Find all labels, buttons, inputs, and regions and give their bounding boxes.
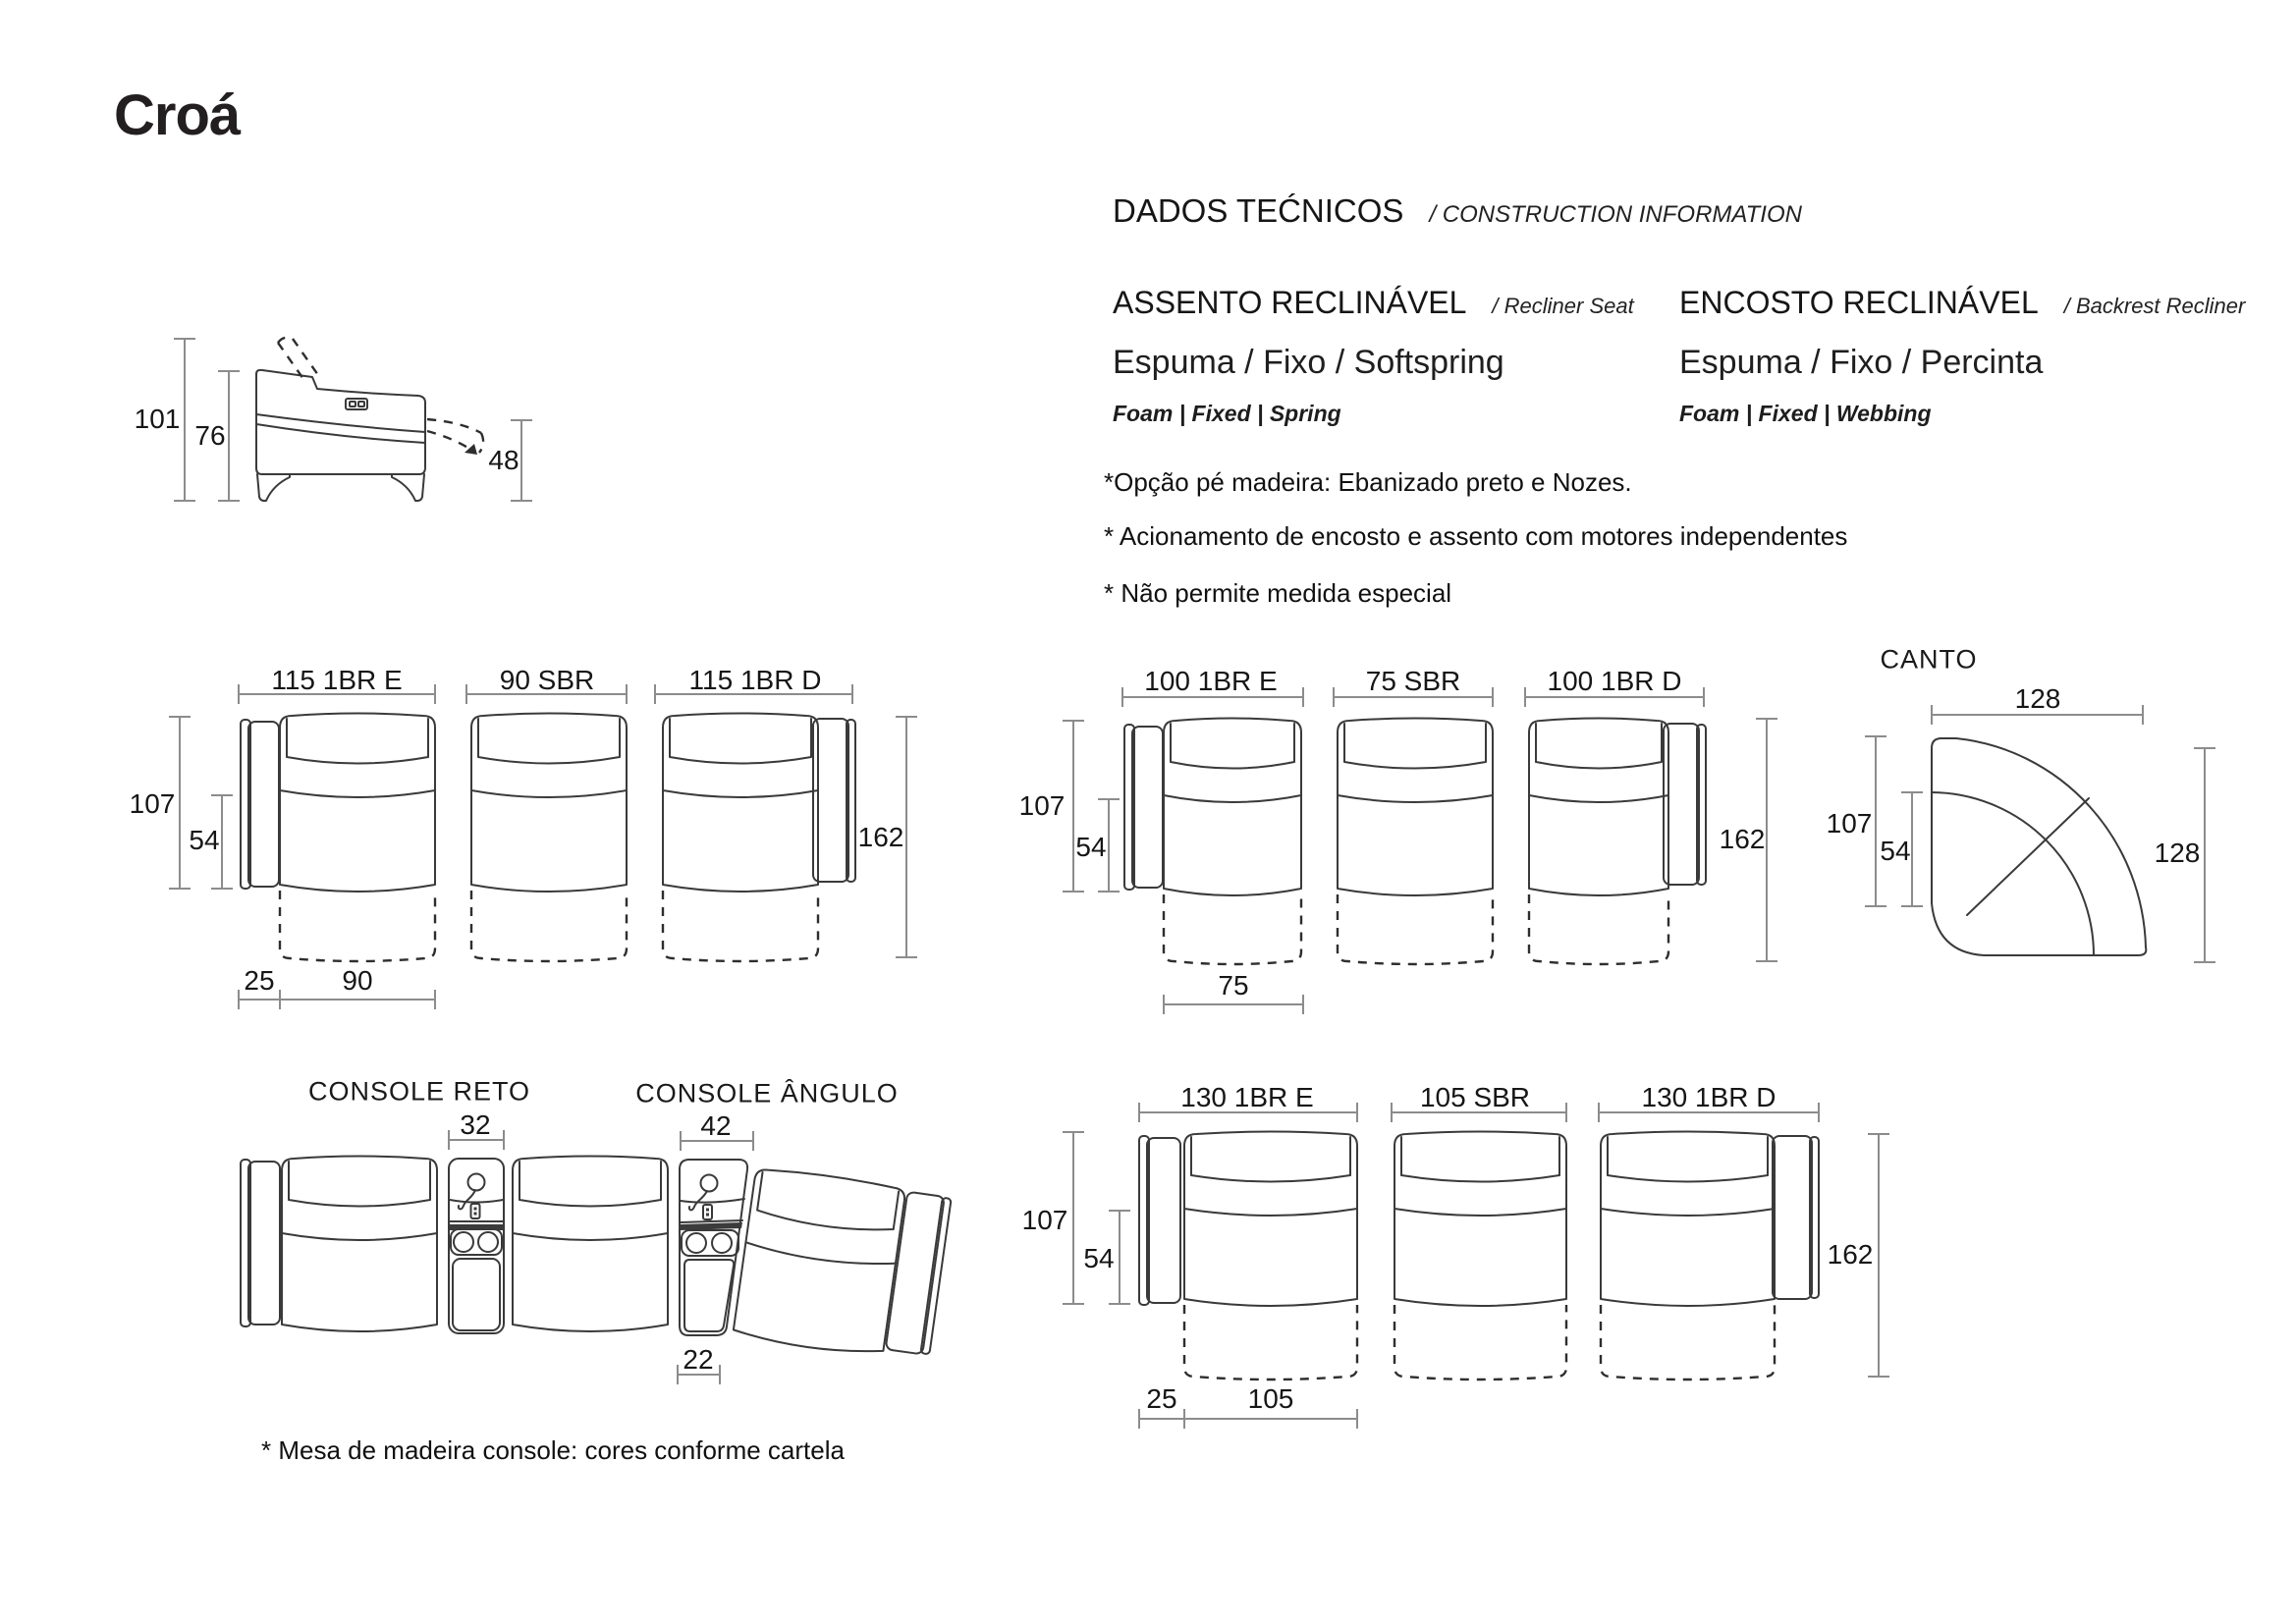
page-title: Croá	[114, 83, 241, 147]
module-label: 115 1BR D	[688, 665, 822, 695]
seat-options: Espuma / Fixo / Softspring	[1113, 344, 1504, 381]
line	[1401, 1137, 1559, 1182]
remote-control-icon	[459, 1174, 485, 1219]
dim-height: 107	[1021, 1205, 1068, 1235]
line	[663, 714, 818, 893]
line	[1184, 1209, 1357, 1216]
module-label: 105 SBR	[1419, 1082, 1531, 1112]
line	[1601, 1132, 1775, 1307]
dim-seat-width: 75	[1218, 970, 1249, 1001]
line	[1601, 1305, 1775, 1380]
line	[1529, 795, 1668, 802]
console-reto-label: CONSOLE RETO	[307, 1076, 531, 1107]
backrest-options-en: Foam | Fixed | Webbing	[1679, 401, 1932, 426]
armrest	[1147, 1138, 1180, 1303]
dim-canto-height: 107	[1826, 808, 1873, 839]
dim-seat-height: 54	[189, 825, 220, 855]
line	[1536, 724, 1662, 769]
module-label: 130 1BR E	[1180, 1082, 1314, 1112]
dim-seat-width: 105	[1247, 1383, 1294, 1414]
line	[1338, 719, 1493, 896]
line	[1601, 1209, 1775, 1216]
line	[513, 1157, 668, 1332]
line	[1191, 1137, 1350, 1182]
armrest	[248, 722, 279, 887]
console-table-top	[684, 1260, 734, 1331]
cupholder-icon	[451, 1229, 502, 1255]
line	[1394, 1305, 1566, 1380]
dim-console-angulo-width: 42	[700, 1110, 732, 1141]
note-3: * Não permite medida especial	[1104, 578, 1452, 608]
line	[1063, 721, 1084, 892]
angled-seat-module	[733, 1166, 952, 1365]
line	[287, 719, 428, 764]
tech-heading-row	[1113, 192, 1802, 230]
seat-section-title: ASSENTO RECLINÁVEL	[1113, 285, 1467, 320]
module-label: 75 SBR	[1365, 666, 1461, 696]
note-2: * Acionamento de encosto e assento com motores independentes	[1104, 521, 1848, 551]
dim-depth-open: 162	[1719, 824, 1766, 854]
backrest-section-title: ENCOSTO RECLINÁVEL	[1679, 285, 2039, 320]
line	[471, 891, 627, 961]
line	[471, 790, 627, 797]
dim-console-angulo-base: 22	[683, 1344, 714, 1375]
line	[1164, 894, 1301, 964]
tech-heading-en: / CONSTRUCTION INFORMATION	[1429, 201, 1802, 228]
sofa-side-view-drawing	[256, 338, 483, 501]
line	[280, 714, 435, 893]
line	[282, 1157, 437, 1332]
canto-label: CANTO	[1880, 644, 1978, 675]
line	[744, 1242, 895, 1270]
dim-height: 107	[1018, 790, 1066, 821]
module-label: 115 1BR E	[271, 665, 403, 695]
armrest	[1132, 727, 1163, 888]
line	[756, 1172, 899, 1236]
dim-canto-depth: 128	[2154, 838, 2201, 868]
remote-control-icon	[689, 1175, 718, 1220]
line	[280, 790, 435, 797]
line	[519, 1162, 661, 1207]
line	[280, 891, 435, 961]
line	[282, 1233, 437, 1240]
line	[670, 719, 811, 764]
dimension-lines	[169, 339, 2215, 1429]
note-1: *Opção pé madeira: Ebanizado preto e Nozes.	[1104, 467, 1632, 497]
line	[1338, 894, 1493, 964]
module-label: 100 1BR E	[1144, 666, 1278, 696]
console-table-top	[453, 1259, 500, 1330]
dim-arm-width: 25	[1146, 1383, 1177, 1414]
line	[1184, 1132, 1357, 1307]
dim-depth-open: 162	[857, 822, 904, 852]
dim-seat-height: 54	[1083, 1243, 1115, 1273]
dim-seat-width: 90	[342, 965, 373, 996]
dim-side-back-height: 76	[194, 420, 226, 451]
dim-side-total-height: 101	[134, 404, 181, 434]
line	[289, 1162, 430, 1207]
line	[1394, 1209, 1566, 1216]
module-label: 90 SBR	[499, 665, 595, 695]
console-angulo-label: CONSOLE ÂNGULO	[635, 1078, 899, 1109]
line	[1171, 724, 1294, 769]
dim-side-foot-height: 48	[488, 445, 519, 475]
line	[1338, 795, 1493, 802]
dim-depth-open: 162	[1827, 1239, 1874, 1270]
console-footnote: * Mesa de madeira console: cores conforme cartela	[261, 1435, 845, 1465]
line	[1184, 1305, 1357, 1380]
cupholder-icon	[682, 1230, 738, 1256]
seat-section-title-en: / Recliner Seat	[1492, 294, 1634, 318]
line	[1529, 719, 1668, 896]
armrest	[1773, 1136, 1812, 1299]
backrest-section-title-en: / Backrest Recliner	[2063, 294, 2246, 318]
seat-options-en: Foam | Fixed | Spring	[1113, 401, 1341, 426]
line	[1164, 719, 1301, 896]
dim-seat-height: 54	[1075, 832, 1107, 862]
line	[471, 714, 627, 893]
dim-canto-seat-height: 54	[1880, 836, 1911, 866]
module-label: 100 1BR D	[1547, 666, 1682, 696]
line	[478, 719, 620, 764]
line	[663, 790, 818, 797]
dim-canto-width: 128	[2014, 683, 2061, 714]
module-label: 130 1BR D	[1641, 1082, 1777, 1112]
dim-console-reto-width: 32	[460, 1109, 491, 1140]
tech-heading: DADOS TEĆNICOS	[1113, 192, 1404, 229]
seat-section-title-row	[1113, 285, 1634, 321]
line	[663, 891, 818, 961]
armrest	[248, 1162, 280, 1325]
line	[513, 1233, 668, 1240]
line	[1529, 894, 1668, 964]
dim-arm-width: 25	[244, 965, 275, 996]
dim-height: 107	[129, 788, 176, 819]
line	[1344, 724, 1486, 769]
line	[1608, 1137, 1768, 1182]
canto-corner-drawing	[1932, 738, 2146, 955]
recliner-control-icon	[346, 399, 367, 409]
backrest-section-title-row	[1679, 285, 2245, 321]
console-reto-drawing	[449, 1159, 504, 1333]
line	[1394, 1132, 1566, 1307]
backrest-options: Espuma / Fixo / Percinta	[1679, 344, 2044, 381]
line	[1164, 795, 1301, 802]
